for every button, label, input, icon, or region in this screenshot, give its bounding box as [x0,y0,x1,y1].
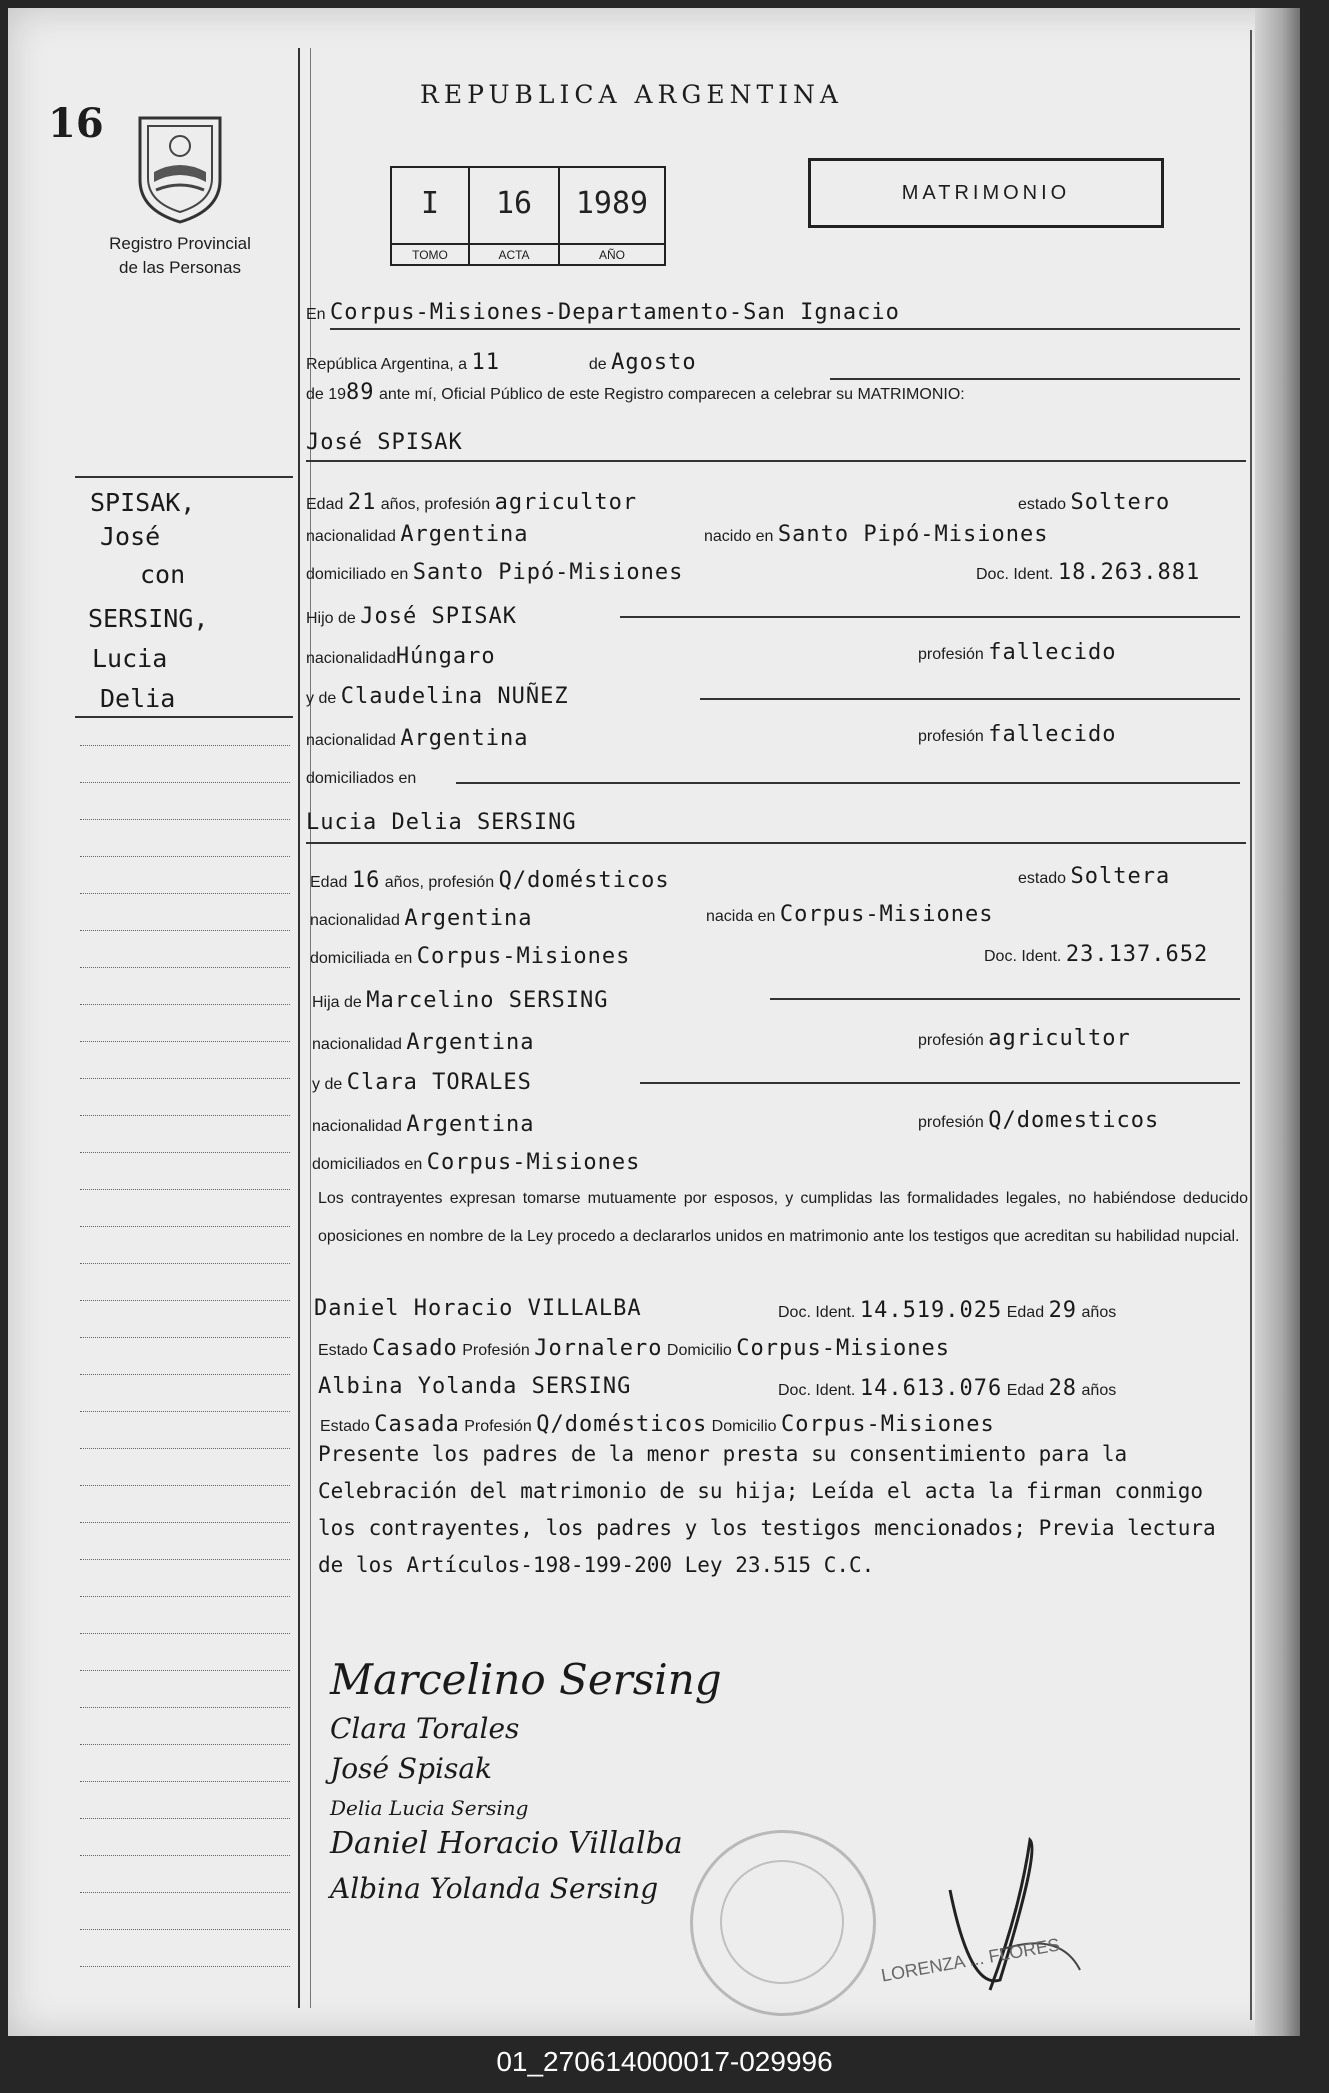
margin-ruled-line [80,1965,290,1967]
bride-father-line: Hija de Marcelino SERSING [312,988,609,1013]
groom-father-line: Hijo de José SPISAK [306,604,517,629]
bride-mother-nationality: nacionalidad Argentina [312,1112,535,1137]
bride-status: estado Soltera [1018,864,1171,889]
margin-ruled-line [80,818,290,820]
signature-3: José Spisak [330,1752,493,1785]
official-stamp-inner [720,1860,844,1984]
intro-text-line: de 1989 ante mí, Oficial Público de este Registro comparecen a celebrar su MATRIMONIO: [306,380,965,405]
margin-ruled-line [80,1225,290,1227]
margin-bride-name: Lucia [92,644,168,673]
margin-ruled-line [80,1077,290,1079]
margin-ruled-line [80,1373,290,1375]
margin-ruled-line [80,1336,290,1338]
margin-ruled-line [80,1558,290,1560]
margin-ruled-line [80,1669,290,1671]
signature-2: Clara Torales [330,1712,520,1745]
signature-5: Daniel Horacio Villalba [330,1826,683,1861]
margin-ruled-line [80,855,290,857]
margin-ruled-line [80,1928,290,1930]
bride-mother-profession: profesión Q/domesticos [918,1108,1160,1133]
bride-birthplace: nacida en Corpus-Misiones [706,902,994,927]
margin-ruled-line [80,1632,290,1634]
acta-cell: 16 ACTA [470,168,560,264]
margin-ruled-line [80,1891,290,1893]
margin-ruled-line [80,1706,290,1708]
margin-ruled-line [80,1484,290,1486]
bride-father-nationality: nacionalidad Argentina [312,1030,535,1055]
groom-doc: Doc. Ident. 18.263.881 [976,560,1201,585]
intro-place-line: En Corpus-Misiones-Departamento-San Ignacio [306,300,900,325]
intro-date-line: República Argentina, a 11 de Agosto [306,350,697,375]
record-type-box: MATRIMONIO [808,158,1164,228]
witness-1-doc: Doc. Ident. 14.519.025 Edad 29 años [778,1298,1117,1323]
margin-ruled-line [80,744,290,746]
margin-bride-middle: Delia [100,684,176,713]
margin-groom-name: José [100,522,161,551]
margin-ruled-line [80,1262,290,1264]
signature-6: Albina Yolanda Sersing [330,1872,659,1905]
groom-address-line: domiciliado en Santo Pipó-Misiones [306,560,684,585]
margin-ruled-line [80,929,290,931]
margin-ruled-line [80,781,290,783]
handwritten-note: Presente los padres de la menor presta su consentimiento para la Celebración del matrimonio de su hija; Leída el acta la firman conmigo los contrayentes, los padres y los testigos mencionados; Previa lectura de los Artículos-198-199-200 Ley 23.515 C.C. [318,1442,1216,1577]
groom-birthplace: nacido en Santo Pipó-Misiones [704,522,1049,547]
document-title: REPUBLICA ARGENTINA [420,80,843,109]
registry-name: Registro Provincial de las Personas [109,234,251,277]
official-stamp-text: LORENZA ... FLORES [879,1934,1062,1986]
groom-father-nationality: nacionalidadHúngaro [306,644,496,669]
place-value: Corpus-Misiones-Departamento-San Ignacio [330,300,900,325]
groom-father-profession: profesión fallecido [918,640,1117,665]
margin-ruled-line [80,1299,290,1301]
margin-ruled-line [80,966,290,968]
official-signature-icon [930,1830,1090,2020]
bride-doc: Doc. Ident. 23.137.652 [984,942,1209,967]
groom-mother-line: y de Claudelina NUÑEZ [306,684,569,709]
groom-age-line: Edad 21 años, profesión agricultor [306,490,638,515]
right-border [1250,30,1252,2020]
tomo-cell: I TOMO [392,168,470,264]
provincial-seal-icon [132,110,228,226]
margin-divider [298,48,300,2008]
witness-2-name-line: Albina Yolanda SERSING [318,1374,632,1399]
witness-2-details: Estado Casada Profesión Q/domésticos Domicilio Corpus-Misiones [320,1412,995,1437]
witness-1-details: Estado Casado Profesión Jornalero Domicilio Corpus-Misiones [318,1336,950,1361]
margin-ruled-line [80,1188,290,1190]
margin-ruled-line [80,1410,290,1412]
margin-groom-surname: SPISAK, [90,488,196,517]
witness-2-doc: Doc. Ident. 14.613.076 Edad 28 años [778,1376,1117,1401]
margin-bride-surname: SERSING, [88,604,209,633]
margin-ruled-line [80,1447,290,1449]
groom-mother-nationality: nacionalidad Argentina [306,726,529,751]
witness-1-name-line: Daniel Horacio VILLALBA [314,1296,642,1321]
bride-age-line: Edad 16 años, profesión Q/domésticos [310,868,670,893]
margin-ruled-line [80,1854,290,1856]
margin-ruled-line [80,1743,290,1745]
bride-father-profession: profesión agricultor [918,1026,1131,1051]
footer-id: 01_270614000017-029996 [496,2046,833,2077]
margin-ruled-line [80,1521,290,1523]
groom-name: José SPISAK [306,430,463,455]
groom-nationality-line: nacionalidad Argentina [306,522,529,547]
margin-ruled-line [80,1151,290,1153]
margin-ruled-line [80,1780,290,1782]
book-spine [1255,8,1300,2036]
signature-1: Marcelino Sersing [330,1655,722,1704]
margin-ruled-line [80,1003,290,1005]
margin-ruled-line [80,1114,290,1116]
anio-cell: 1989 AÑO [560,168,664,264]
groom-parents-address: domiciliados en [306,770,417,787]
margin-ruled-line [80,1040,290,1042]
signature-4: Delia Lucia Sersing [330,1796,529,1820]
record-reference-box [390,166,666,266]
bride-mother-line: y de Clara TORALES [312,1070,532,1095]
bride-name: Lucia Delia SERSING [306,810,577,835]
page-number: 16 [48,100,104,147]
bride-nationality-line: nacionalidad Argentina [310,906,533,931]
margin-ruled-line [80,1817,290,1819]
margin-divider-inner [310,48,311,2008]
declaration-text: Los contrayentes expresan tomarse mutuamente por esposos, y cumplidas las formalidades legales, no habiéndose deducido oposiciones en nombre de la Ley procedo a declararlos unidos en matrimonio ante los testigos que acreditan su habilidad nupcial. [318,1190,1248,1245]
bride-parents-address: domiciliados en Corpus-Misiones [312,1150,641,1175]
margin-ruled-line [80,1595,290,1597]
margin-ruled-line [80,892,290,894]
bride-address-line: domiciliada en Corpus-Misiones [310,944,631,969]
groom-status: estado Soltero [1018,490,1171,515]
groom-mother-profession: profesión fallecido [918,722,1117,747]
margin-con: con [140,560,186,589]
